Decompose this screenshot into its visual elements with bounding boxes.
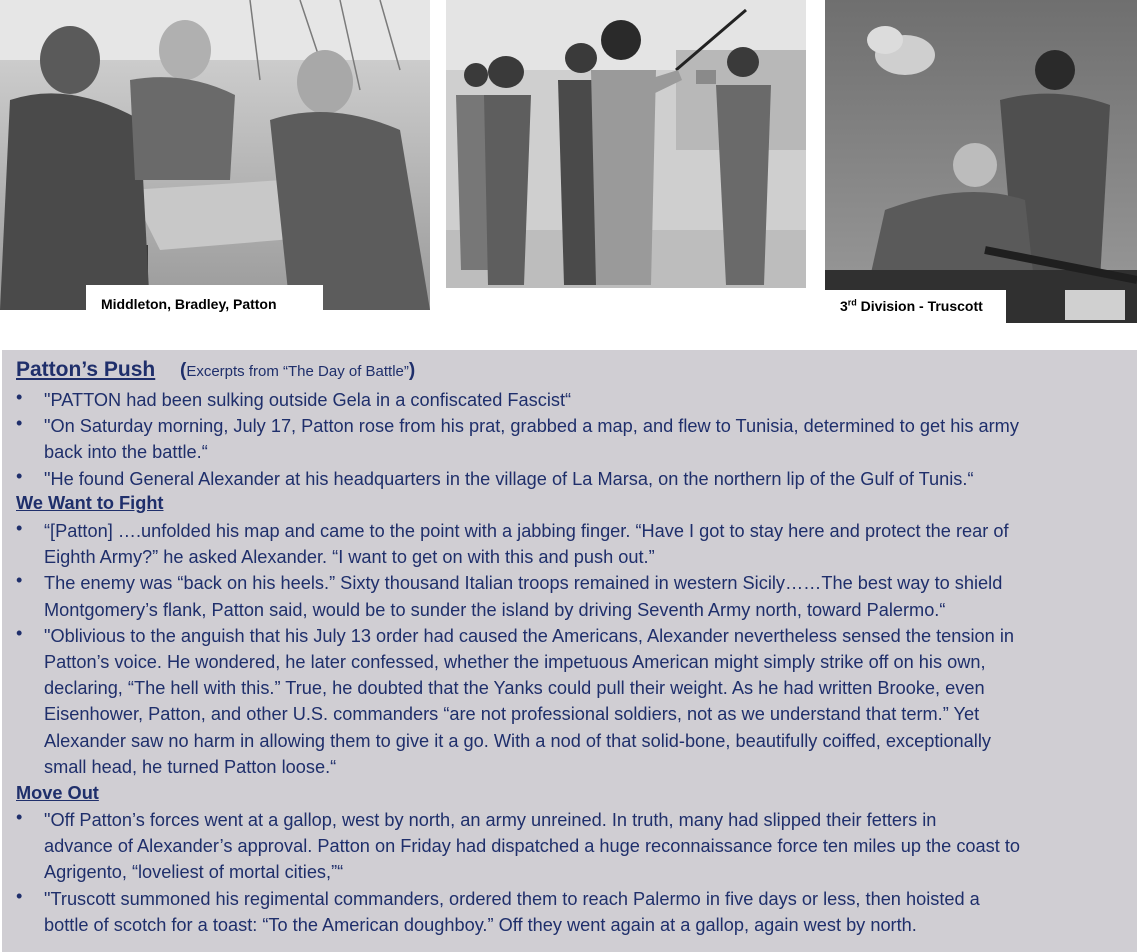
bullet-line: Montgomery’s flank, Patton said, would be to sunder the island by driving Seventh Army north, toward Palermo.“ bbox=[44, 599, 946, 620]
bullet-dot: • bbox=[16, 622, 23, 643]
bullet-dot: • bbox=[16, 570, 23, 591]
bullet-line: "Truscott summoned his regimental commanders, ordered them to reach Palermo in five days or less, then hoisted a bbox=[44, 888, 980, 909]
bullet-line: back into the battle.“ bbox=[44, 442, 208, 463]
bullet-dot: • bbox=[16, 413, 23, 434]
bullet-line: Eighth Army?” he asked Alexander. “I want to get on with this and push out.” bbox=[44, 547, 655, 568]
bullet-line: advance of Alexander’s approval. Patton on Friday had dispatched a huge reconnaissance force ten miles up the coast to bbox=[44, 836, 1021, 857]
bullet-dot: • bbox=[16, 465, 23, 486]
bullet-text bbox=[44, 387, 1134, 413]
bullet-line: Agrigento, “loveliest of mortal cities,”“ bbox=[44, 862, 344, 883]
bullet-text bbox=[44, 570, 1134, 622]
bullet-dot: • bbox=[16, 518, 23, 538]
caption-number: 3 bbox=[840, 298, 848, 314]
bullet-text bbox=[44, 466, 1134, 492]
bullet-text bbox=[44, 623, 1134, 780]
bullet-line: "On Saturday morning, July 17, Patton rose from his prat, grabbed a map, and flew to Tunisia, determined to get his army bbox=[44, 416, 1019, 437]
bullet-line: Alexander saw no harm in allowing them to give it a go. With a nod of that solid-bone, beautifully coiffed, exceptionally bbox=[44, 730, 991, 751]
subtitle-open-paren: ( bbox=[180, 360, 187, 381]
bullet-line: “[Patton] ….unfolded his map and came to the point with a jabbing finger. “Have I got to stay here and protect the rear of bbox=[44, 521, 1009, 541]
bullet-text bbox=[44, 807, 1134, 886]
bullet-line: bottle of scotch for a toast: “To the American doughboy.” Off they went again at a gallop, again west by north. bbox=[44, 914, 917, 935]
bullet-text bbox=[44, 518, 1134, 570]
photo-truscott bbox=[825, 0, 1137, 323]
bullet-line: "PATTON had been sulking outside Gela in a confiscated Fascist“ bbox=[44, 390, 572, 410]
photo-patton-pointing bbox=[446, 0, 806, 288]
bullet-dot: • bbox=[16, 885, 23, 906]
photo1-caption: Middleton, Bradley, Patton bbox=[86, 285, 323, 316]
caption-text: Division - Truscott bbox=[856, 298, 983, 314]
caption-ordinal-suffix: rd bbox=[847, 297, 857, 308]
bullet-line: The enemy was “back on his heels.” Sixty thousand Italian troops remained in western Sicily……The best way to shield bbox=[44, 573, 1003, 594]
bullet-dot: • bbox=[16, 387, 23, 407]
bullet-text bbox=[44, 413, 1134, 465]
bullet-line: "He found General Alexander at his headquarters in the village of La Marsa, on the northern lip of the Gulf of Tunis.“ bbox=[44, 468, 974, 489]
bullet-line: Patton’s voice. He wondered, he later confessed, whether the impetuous American might simply strike off on his own, bbox=[44, 652, 986, 672]
bullet-line: small head, he turned Patton loose.“ bbox=[44, 756, 337, 777]
excerpt-box bbox=[2, 350, 1137, 952]
section-heading-we-want-to-fight: We Want to Fight bbox=[16, 493, 164, 513]
bullet-text bbox=[44, 886, 1134, 938]
title-heading: Patton’s Push bbox=[16, 358, 156, 381]
bullet-line: Eisenhower, Patton, and other U.S. commanders “are not professional soldiers, not as we understand that term.” Yet bbox=[44, 704, 980, 725]
bullet-line: declaring, “The hell with this.” True, he doubted that the Yanks could pull their weight. As he had written Brooke, even bbox=[44, 678, 985, 699]
bullet-line: "Oblivious to the anguish that his July 13 order had caused the Americans, Alexander nevertheless sensed the tension in bbox=[44, 625, 1014, 646]
bullet-line: "Off Patton’s forces went at a gallop, west by north, an army unreined. In truth, many had slipped their fetters in bbox=[44, 810, 937, 830]
photo-middleton-bradley-patton bbox=[0, 0, 430, 310]
subtitle-text: Excerpts from “The Day of Battle” bbox=[186, 363, 409, 380]
bullet-dot: • bbox=[16, 807, 23, 827]
subtitle-heading bbox=[180, 360, 415, 382]
section-heading-move-out: Move Out bbox=[16, 783, 99, 803]
photo3-caption bbox=[825, 290, 1006, 323]
subtitle-close-paren: ) bbox=[408, 360, 416, 381]
